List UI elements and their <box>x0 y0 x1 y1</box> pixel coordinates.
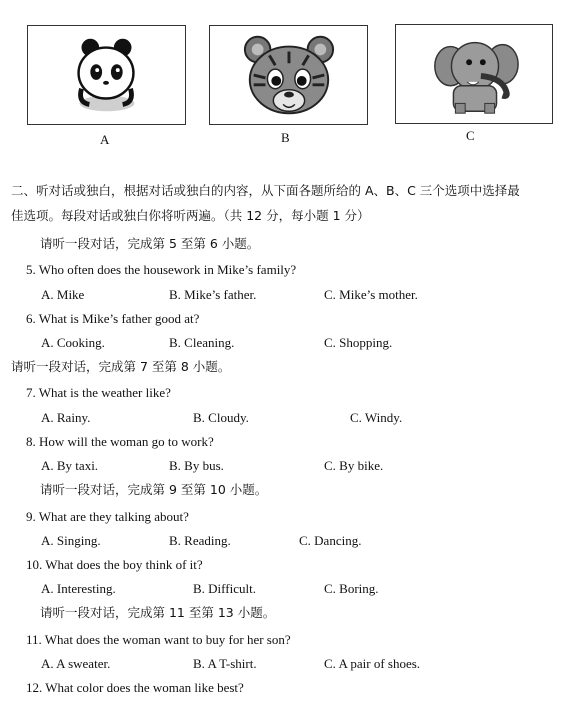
q9-option-b[interactable]: B. Reading. <box>169 533 231 548</box>
q10-option-a[interactable]: A. Interesting. <box>41 581 116 596</box>
q6-option-a[interactable]: A. Cooking. <box>41 335 105 350</box>
question-10: 10. What does the boy think of it? <box>26 557 203 572</box>
question-5: 5. Who often does the housework in Mike’s family? <box>26 262 297 277</box>
instruction-q11-13: 请听一段对话，完成第 11 至第 13 小题。 <box>40 605 276 620</box>
question-7: 7. What is the weather like? <box>26 385 171 400</box>
question-9: 9. What are they talking about? <box>26 509 189 524</box>
q8-option-a[interactable]: A. By taxi. <box>41 458 99 473</box>
instruction-q5-6: 请听一段对话，完成第 5 至第 6 小题。 <box>40 236 260 251</box>
picture-panda <box>27 25 186 125</box>
q7-option-c[interactable]: C. Windy. <box>350 410 403 425</box>
panda-icon <box>28 26 185 124</box>
q11-option-a[interactable]: A. A sweater. <box>41 656 111 671</box>
q6-option-c[interactable]: C. Shopping. <box>324 335 393 350</box>
instruction-q9-10: 请听一段对话，完成第 9 至第 10 小题。 <box>40 482 268 497</box>
picture-elephant <box>395 24 553 124</box>
q10-option-c[interactable]: C. Boring. <box>324 581 379 596</box>
q6-option-b[interactable]: B. Cleaning. <box>169 335 235 350</box>
instruction-q7-8: 请听一段对话，完成第 7 至第 8 小题。 <box>11 359 231 374</box>
picture-caption-b: B <box>281 130 290 145</box>
picture-caption-c: C <box>466 128 475 143</box>
section-heading-line-1: 二、听对话或独白，根据对话或独白的内容，从下面各题所给的 A、B、C 三个选项中选择最 <box>11 183 520 198</box>
picture-tiger <box>209 25 368 125</box>
q9-option-c[interactable]: C. Dancing. <box>299 533 362 548</box>
q5-option-b[interactable]: B. Mike’s father. <box>169 287 257 302</box>
question-12: 12. What color does the woman like best? <box>26 680 244 695</box>
q8-option-b[interactable]: B. By bus. <box>169 458 224 473</box>
q10-option-b[interactable]: B. Difficult. <box>193 581 256 596</box>
q7-option-b[interactable]: B. Cloudy. <box>193 410 249 425</box>
q8-option-c[interactable]: C. By bike. <box>324 458 384 473</box>
q11-option-b[interactable]: B. A T-shirt. <box>193 656 257 671</box>
q11-option-c[interactable]: C. A pair of shoes. <box>324 656 421 671</box>
q9-option-a[interactable]: A. Singing. <box>41 533 101 548</box>
question-11: 11. What does the woman want to buy for her son? <box>26 632 291 647</box>
q5-option-a[interactable]: A. Mike <box>41 287 85 302</box>
section-heading-line-2: 佳选项。每段对话或独白你将听两遍。（共 12 分，每小题 1 分） <box>11 208 370 223</box>
q7-option-a[interactable]: A. Rainy. <box>41 410 91 425</box>
picture-caption-a: A <box>100 132 110 147</box>
elephant-icon <box>396 25 552 123</box>
q5-option-c[interactable]: C. Mike’s mother. <box>324 287 418 302</box>
tiger-icon <box>210 26 367 124</box>
question-6: 6. What is Mike’s father good at? <box>26 311 200 326</box>
question-8: 8. How will the woman go to work? <box>26 434 214 449</box>
